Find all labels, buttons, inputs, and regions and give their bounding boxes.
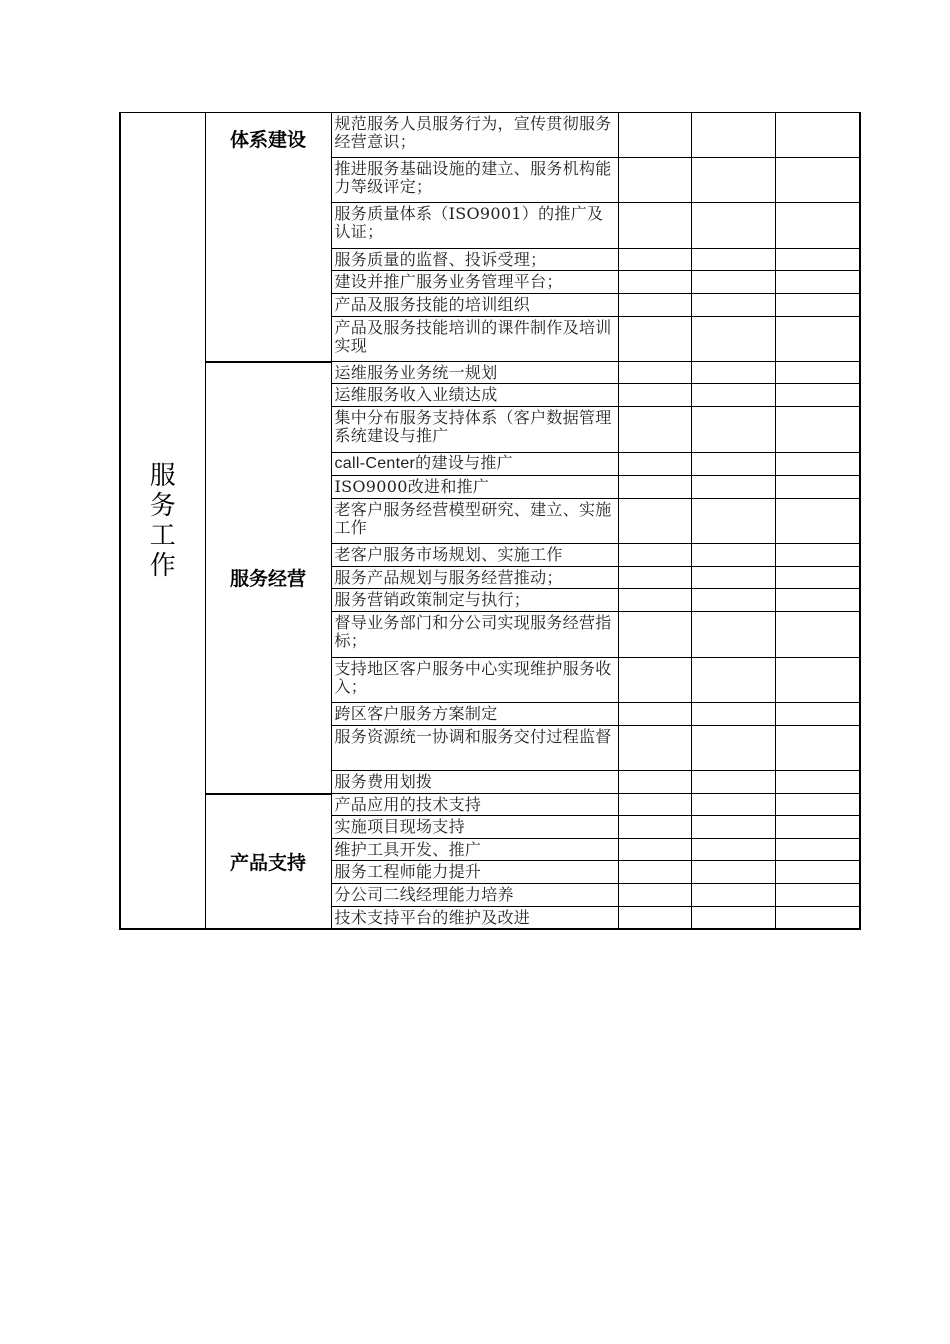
blank-cell[interactable] xyxy=(618,317,691,362)
main-category-char: 务 xyxy=(149,490,176,521)
blank-cell[interactable] xyxy=(775,544,860,567)
blank-cell[interactable] xyxy=(618,612,691,658)
blank-cell[interactable] xyxy=(618,544,691,567)
main-category-cell xyxy=(120,113,205,930)
blank-cell[interactable] xyxy=(775,839,860,861)
blank-cell[interactable] xyxy=(691,453,775,476)
blank-cell[interactable] xyxy=(691,658,775,703)
task-cell: 实施项目现场支持 xyxy=(331,816,618,839)
blank-cell[interactable] xyxy=(618,726,691,771)
blank-cell[interactable] xyxy=(775,884,860,907)
main-category-char: 工 xyxy=(149,520,176,551)
blank-cell[interactable] xyxy=(618,884,691,907)
section-title-service-operation: 服务经营 xyxy=(205,362,331,794)
blank-cell[interactable] xyxy=(618,476,691,499)
blank-cell[interactable] xyxy=(691,203,775,249)
blank-cell[interactable] xyxy=(691,907,775,930)
task-cell: 老客户服务经营模型研究、建立、实施工作 xyxy=(331,499,618,544)
task-cell: ISO9000改进和推广 xyxy=(331,476,618,499)
task-cell: 分公司二线经理能力培养 xyxy=(331,884,618,907)
blank-cell[interactable] xyxy=(618,816,691,839)
blank-cell[interactable] xyxy=(691,612,775,658)
blank-cell[interactable] xyxy=(775,317,860,362)
blank-cell[interactable] xyxy=(691,544,775,567)
blank-cell[interactable] xyxy=(775,589,860,612)
blank-cell[interactable] xyxy=(691,249,775,271)
task-cell: 产品应用的技术支持 xyxy=(331,794,618,816)
main-category-char: 服 xyxy=(149,460,176,491)
service-work-table xyxy=(119,112,861,930)
task-cell: 督导业务部门和分公司实现服务经营指标； xyxy=(331,612,618,658)
blank-cell[interactable] xyxy=(775,362,860,384)
task-cell: 建设并推广服务业务管理平台； xyxy=(331,271,618,294)
blank-cell[interactable] xyxy=(775,771,860,794)
blank-cell[interactable] xyxy=(775,726,860,771)
task-cell: 运维服务收入业绩达成 xyxy=(331,384,618,407)
task-cell: 老客户服务市场规划、实施工作 xyxy=(331,544,618,567)
task-cell: 服务质量体系（ISO9001）的推广及认证； xyxy=(331,203,618,249)
task-cell: 集中分布服务支持体系（客户数据管理系统建设与推广 xyxy=(331,407,618,453)
blank-cell[interactable] xyxy=(691,317,775,362)
blank-cell[interactable] xyxy=(618,158,691,203)
blank-cell[interactable] xyxy=(775,658,860,703)
blank-cell[interactable] xyxy=(775,612,860,658)
blank-cell[interactable] xyxy=(691,567,775,589)
task-cell: 支持地区客户服务中心实现维护服务收入； xyxy=(331,658,618,703)
blank-cell[interactable] xyxy=(618,794,691,816)
task-cell: 规范服务人员服务行为，宣传贯彻服务经营意识； xyxy=(331,113,618,158)
blank-cell[interactable] xyxy=(691,271,775,294)
task-cell: call-Center的建设与推广 xyxy=(331,453,618,476)
blank-cell[interactable] xyxy=(691,703,775,726)
task-cell: 服务资源统一协调和服务交付过程监督 xyxy=(331,726,618,771)
blank-cell[interactable] xyxy=(691,476,775,499)
blank-cell[interactable] xyxy=(691,158,775,203)
task-cell: 服务营销政策制定与执行； xyxy=(331,589,618,612)
blank-cell[interactable] xyxy=(775,407,860,453)
blank-cell[interactable] xyxy=(775,158,860,203)
blank-cell[interactable] xyxy=(691,384,775,407)
blank-cell[interactable] xyxy=(618,271,691,294)
blank-cell[interactable] xyxy=(691,726,775,771)
blank-cell[interactable] xyxy=(618,658,691,703)
section-title-system-building: 体系建设 xyxy=(205,113,331,362)
blank-cell[interactable] xyxy=(775,499,860,544)
blank-cell[interactable] xyxy=(618,453,691,476)
blank-cell[interactable] xyxy=(775,861,860,884)
blank-cell[interactable] xyxy=(775,384,860,407)
blank-cell[interactable] xyxy=(775,203,860,249)
main-category-char: 作 xyxy=(149,550,176,581)
blank-cell[interactable] xyxy=(775,271,860,294)
blank-cell[interactable] xyxy=(691,589,775,612)
blank-cell[interactable] xyxy=(775,567,860,589)
blank-cell[interactable] xyxy=(691,794,775,816)
blank-cell[interactable] xyxy=(618,113,691,158)
blank-cell[interactable] xyxy=(618,907,691,930)
blank-cell[interactable] xyxy=(618,203,691,249)
blank-cell[interactable] xyxy=(618,407,691,453)
task-cell: 运维服务业务统一规划 xyxy=(331,362,618,384)
task-cell: 服务质量的监督、投诉受理； xyxy=(331,249,618,271)
blank-cell[interactable] xyxy=(691,816,775,839)
blank-cell[interactable] xyxy=(775,816,860,839)
blank-cell[interactable] xyxy=(691,362,775,384)
blank-cell[interactable] xyxy=(618,839,691,861)
task-cell: 服务工程师能力提升 xyxy=(331,861,618,884)
task-cell: 技术支持平台的维护及改进 xyxy=(331,907,618,930)
blank-cell[interactable] xyxy=(775,453,860,476)
task-cell: 推进服务基础设施的建立、服务机构能力等级评定； xyxy=(331,158,618,203)
task-cell: 服务费用划拨 xyxy=(331,771,618,794)
blank-cell[interactable] xyxy=(691,884,775,907)
task-cell: 服务产品规划与服务经营推动； xyxy=(331,567,618,589)
blank-cell[interactable] xyxy=(775,113,860,158)
blank-cell[interactable] xyxy=(691,861,775,884)
blank-cell[interactable] xyxy=(691,113,775,158)
blank-cell[interactable] xyxy=(618,249,691,271)
blank-cell[interactable] xyxy=(618,589,691,612)
section-title-product-support: 产品支持 xyxy=(205,794,331,930)
blank-cell[interactable] xyxy=(618,499,691,544)
blank-cell[interactable] xyxy=(618,294,691,317)
blank-cell[interactable] xyxy=(691,407,775,453)
blank-cell[interactable] xyxy=(691,499,775,544)
blank-cell[interactable] xyxy=(618,384,691,407)
task-cell: 维护工具开发、推广 xyxy=(331,839,618,861)
blank-cell[interactable] xyxy=(691,771,775,794)
blank-cell[interactable] xyxy=(775,476,860,499)
blank-cell[interactable] xyxy=(775,249,860,271)
blank-cell[interactable] xyxy=(618,861,691,884)
task-cell: 跨区客户服务方案制定 xyxy=(331,703,618,726)
blank-cell[interactable] xyxy=(618,703,691,726)
main-category-title xyxy=(121,461,205,581)
blank-cell[interactable] xyxy=(775,794,860,816)
blank-cell[interactable] xyxy=(618,567,691,589)
blank-cell[interactable] xyxy=(618,771,691,794)
blank-cell[interactable] xyxy=(618,362,691,384)
blank-cell[interactable] xyxy=(691,839,775,861)
task-cell: 产品及服务技能的培训组织 xyxy=(331,294,618,317)
task-cell: 产品及服务技能培训的课件制作及培训实现 xyxy=(331,317,618,362)
blank-cell[interactable] xyxy=(775,294,860,317)
blank-cell[interactable] xyxy=(775,703,860,726)
blank-cell[interactable] xyxy=(775,907,860,930)
blank-cell[interactable] xyxy=(691,294,775,317)
